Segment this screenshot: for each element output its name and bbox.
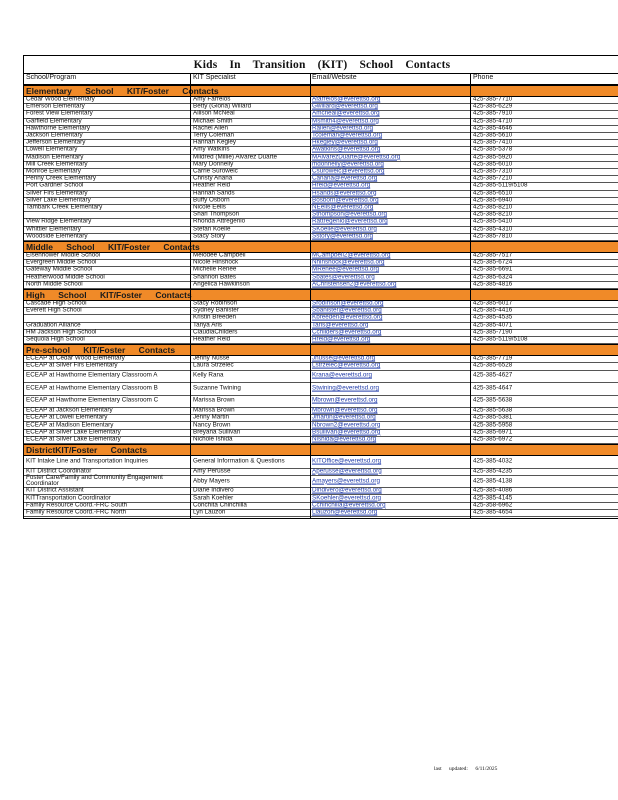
cell-school: Port Gardner School	[26, 182, 84, 190]
column-header-email: Email/Website	[312, 74, 357, 81]
cell-phone: 425-385-5958	[473, 421, 513, 429]
cell-email[interactable]: Bosborn@everettsd.org	[312, 196, 379, 204]
cell-specialist: Heather Reid	[193, 335, 231, 343]
cell-phone: 425-385-6691	[473, 266, 513, 274]
cell-specialist: Nichole Ishida	[193, 435, 233, 443]
cell-phone: 425-385-4086	[473, 486, 513, 494]
cell-phone: 425-385-7410	[473, 138, 513, 146]
cell-specialist: Suzanne Twining	[193, 384, 241, 392]
cell-email[interactable]: NEells@everettsd.org	[312, 203, 374, 211]
cell-email[interactable]: Csuroweic@everettsd.org	[312, 167, 385, 175]
cell-school: Cedar Wood Elementary	[26, 95, 95, 103]
cell-phone: 425-385-5119/5108	[473, 335, 528, 343]
cell-specialist: Betty (Gloria) Willard	[193, 102, 252, 110]
cell-email[interactable]: Nhinshock@everettsd.org	[312, 258, 385, 266]
cell-phone: 425-385-6324	[473, 273, 513, 281]
cell-phone: 425-385-4032	[473, 457, 513, 465]
cell-phone: 425-385-7910	[473, 110, 513, 118]
table-row	[24, 371, 618, 384]
cell-specialist: Heather Reid	[193, 182, 231, 190]
cell-email[interactable]: Msmith4@everettsd.org	[312, 117, 379, 125]
cell-phone: 425-385-4646	[473, 124, 513, 132]
cell-school: ECEAP at Silver Lake Elementary	[26, 428, 121, 436]
cell-phone: 425-385-6510	[473, 189, 513, 197]
cell-school: Foster Care/Family and Community Engagement Coordinator	[26, 473, 163, 488]
cell-school: Emerson Elementary	[26, 102, 85, 110]
cell-email[interactable]: MCampbell2@everettsd.org	[312, 251, 391, 259]
cell-phone: 425-385-7310	[473, 167, 513, 175]
cell-phone: 425-385-4535	[473, 314, 513, 322]
table-row	[24, 282, 618, 289]
cell-specialist: Mary Donnelly	[193, 160, 234, 168]
cell-phone: 425-385-6229	[473, 102, 513, 110]
table-row	[24, 437, 618, 444]
cell-specialist: Abby Mayers	[193, 477, 230, 485]
cell-school: ECEAP at Hawthorne Elementary Classroom B	[26, 384, 158, 392]
cell-phone: 425-385-4138	[473, 477, 513, 485]
cell-phone: 425-385-5410	[473, 218, 513, 226]
cell-email[interactable]: mdonnelly@everettsd.org	[312, 160, 384, 168]
cell-specialist: Kelly Rana	[193, 371, 224, 379]
cell-school: Everett High School	[26, 306, 82, 314]
cell-phone: 425-385-4310	[473, 225, 513, 233]
column-header-row	[24, 74, 618, 85]
cell-school: KIT Intake Line and Transportation Inquiries	[26, 457, 149, 465]
cell-email[interactable]: Sthompson@everettsd.org	[312, 210, 387, 218]
cell-specialist: Kristin Breeden	[193, 314, 237, 322]
cell-specialist: Shari Thompson	[193, 210, 240, 218]
cell-email[interactable]: Cchinchilla@everettsd.org	[312, 501, 386, 509]
cell-email[interactable]: Taris@everettsd.org	[312, 321, 369, 329]
cell-email[interactable]: Dindivero@everettsd.org	[312, 486, 382, 494]
cell-specialist: Tanya Aris	[193, 321, 223, 329]
cell-school: Jackson Elementary	[26, 131, 83, 139]
cell-email[interactable]: Stwining@everettsd.org	[312, 384, 379, 392]
cell-phone: 425-385-7810	[473, 232, 513, 240]
cell-specialist: Amy Perusse	[193, 467, 231, 475]
cell-email[interactable]: AChristensen2@everettsd.org	[312, 280, 397, 288]
cell-email[interactable]: Tcoleman@everettsd.org	[312, 131, 383, 139]
cell-specialist: Rachel Allen	[193, 124, 229, 132]
cell-school: Evergreen Middle School	[26, 258, 97, 266]
cell-email[interactable]: MRenee@everettsd.org	[312, 266, 379, 274]
cell-school: KIT District Assistant	[26, 486, 84, 494]
cell-email[interactable]: Cchilders@everettsd.org	[312, 328, 382, 336]
cell-phone: 425-385-5638	[473, 396, 513, 404]
cell-school: Graduation Alliance	[26, 321, 81, 329]
cell-phone: 425-385-4416	[473, 306, 513, 314]
cell-school: ECEAP at Jackson Elementary	[26, 406, 113, 414]
cell-school: HM Jackson High School	[26, 328, 97, 336]
cell-school: Heatherwood Middle School	[26, 273, 105, 281]
cell-email[interactable]: Gwillard@everettsd.org	[312, 102, 378, 110]
column-header-phone: Phone	[473, 74, 494, 81]
cell-school: ECEAP at Cedar Wood Elementary	[26, 354, 125, 362]
cell-school: Gateway Middle School	[26, 266, 93, 274]
cell-specialist: Sydney Banister	[193, 306, 239, 314]
cell-email[interactable]: Sbanister@everettsd.org	[312, 306, 382, 314]
cell-email[interactable]: Nbrown2@everettsd.org	[312, 421, 381, 429]
cell-specialist: Stefan Koelle	[193, 225, 231, 233]
cell-phone: 425-385-6972	[473, 435, 513, 443]
cell-specialist: Mildred (Millie) Alvarez Duarte	[193, 153, 277, 161]
cell-phone: 425-385-4235	[473, 467, 513, 475]
table-row	[24, 383, 618, 396]
cell-email[interactable]: Llauzon@everettsd.org	[312, 508, 378, 516]
cell-phone: 425-385-5119/5108	[473, 182, 528, 190]
cell-email[interactable]: Sstory@everettsd.org	[312, 232, 373, 240]
cell-email[interactable]: Mbrown@everettsd.org	[312, 406, 378, 414]
cell-email[interactable]: Jmartin@everettsd.org	[312, 413, 376, 421]
cell-email[interactable]: Afarrelos@everettsd.org	[312, 95, 381, 103]
cell-phone: 425-385-4647	[473, 384, 513, 392]
cell-email[interactable]: Amcneal@everettsd.org	[312, 110, 380, 118]
cell-specialist: Stacy Story	[193, 232, 226, 240]
cell-school: ECEAP at Hawthorne Elementary Classroom C	[26, 396, 159, 404]
cell-phone: 425-385-5920	[473, 153, 513, 161]
cell-specialist: ClaudiaChilders	[193, 328, 238, 336]
cell-email[interactable]: Awatkins@everettsd.org	[312, 146, 381, 154]
cell-email[interactable]: Rallen@everettsd.org	[312, 124, 373, 132]
cell-specialist: Rhonda Attregenio	[193, 218, 246, 226]
cell-school: Lowell Elementary	[26, 146, 78, 154]
cell-phone: 425-385-4816	[473, 280, 513, 288]
cell-specialist: Conchita Chinchilla	[193, 501, 247, 509]
cell-school: ECEAP at Lowell Elementary	[26, 413, 108, 421]
cell-school: KIT District Coordinator	[26, 467, 92, 475]
cell-phone: 425-385-4071	[473, 321, 513, 329]
cell-school: KITTransportation Coordinator	[26, 494, 111, 502]
cell-school: Penny Creek Elementary	[26, 174, 96, 182]
cell-school: ECEAP at Madison Elementary	[26, 421, 114, 429]
cell-email[interactable]: Bsullivan@everettsd.org	[312, 428, 381, 436]
cell-school: ECEAP at Hawthorne Elementary Classroom A	[26, 371, 158, 379]
cell-phone: 425-385-6940	[473, 196, 513, 204]
cell-phone: 425-358-6962	[473, 501, 513, 509]
cell-phone: 425-385-4710	[473, 117, 513, 125]
cell-email[interactable]: Jnusse@everettsd.org	[312, 354, 376, 362]
cell-email[interactable]: Nishida@everettsd.org	[312, 435, 377, 443]
cell-phone: 425-385-7710	[473, 95, 513, 103]
cell-school: ECEAP at Silver Lake Elementary	[26, 435, 121, 443]
cell-email[interactable]: Hsands@everettsd.org	[312, 189, 377, 197]
table-row	[24, 510, 618, 517]
table-row	[24, 234, 618, 241]
cell-school: Eisenhower Middle School	[26, 251, 101, 259]
cell-email[interactable]: Rattregenio@everettsd.org	[312, 218, 388, 226]
cell-phone: 425-385-5610	[473, 131, 513, 139]
cell-specialist: Sarah Koehler	[193, 494, 234, 502]
cell-specialist: Shannon Bates	[193, 273, 237, 281]
cell-school: Mill Creek Elementary	[26, 160, 88, 168]
cell-email[interactable]: Mbrown@everettsd.org	[312, 396, 378, 404]
section-header	[24, 444, 618, 456]
cell-specialist: Breyana Sullivan	[193, 428, 241, 436]
cell-email[interactable]: SKoelle@everettsd.org	[312, 225, 377, 233]
cell-specialist: Jenny Martin	[193, 413, 230, 421]
column-divider	[190, 74, 191, 518]
cell-specialist: Laura Strzelec	[193, 362, 234, 370]
cell-phone: 425-385-5381	[473, 413, 513, 421]
cell-email[interactable]: Canana@everettsd.org	[312, 174, 378, 182]
cell-school: Jefferson Elementary	[26, 138, 86, 146]
cell-email[interactable]: Lstrzelec@everettsd.org	[312, 362, 381, 370]
section-title: Middle School KIT/Foster Contacts	[26, 242, 200, 252]
cell-school: Silver Firs Elementary	[26, 189, 88, 197]
cell-specialist: Marissa Brown	[193, 396, 235, 404]
cell-school: Whittier Elementary	[26, 225, 81, 233]
cell-school: Tambark Creek Elementary	[26, 203, 103, 211]
cell-specialist: Carrie Suroweic	[193, 167, 238, 175]
document-title: Kids In Transition (KIT) School Contacts	[24, 56, 618, 74]
cell-school: Family Resource Coord.-FRC North	[26, 508, 127, 516]
cell-school: Silver Lake Elementary	[26, 196, 91, 204]
cell-specialist: Marissa Brown	[193, 406, 235, 414]
cell-phone: 425-385-6724	[473, 258, 513, 266]
table-row	[24, 363, 618, 370]
cell-phone: 425-385-7190	[473, 328, 513, 336]
cell-email[interactable]: Krana@everettsd.org	[312, 371, 372, 379]
cell-specialist: Nicole Eells	[193, 203, 226, 211]
cell-school: Woodside Elementary	[26, 232, 88, 240]
cell-email[interactable]: Hreid@everettsd.org	[312, 335, 371, 343]
cell-phone: 425-385-7719	[473, 354, 513, 362]
cell-phone: 425-385-6017	[473, 299, 513, 307]
cell-specialist: Lyn Lauzon	[193, 508, 226, 516]
cell-specialist: Christy Anana	[193, 174, 233, 182]
column-divider	[470, 74, 471, 518]
cell-specialist: Nicole Hinshock	[193, 258, 239, 266]
cell-phone: 425-385-4654	[473, 508, 513, 516]
cell-specialist: Amy Farrelos	[193, 95, 231, 103]
cell-phone: 425-385-8210	[473, 203, 513, 211]
cell-school: Family Resource Coord.-FRC South	[26, 501, 128, 509]
contacts-table	[23, 55, 618, 519]
cell-specialist: Stacy Robinson	[193, 299, 238, 307]
cell-email[interactable]: KITOffice@everettsd.org	[312, 457, 382, 465]
cell-specialist: Amy Watkins	[193, 146, 230, 154]
cell-email[interactable]: Kbreeden@everettsd.org	[312, 314, 383, 322]
cell-specialist: Terry Coleman	[193, 131, 234, 139]
column-header-specialist: KIT Specialist	[193, 74, 236, 81]
cell-phone: 425-385-8210	[473, 210, 513, 218]
cell-school: Hawthorne Elementary	[26, 124, 91, 132]
cell-email[interactable]: Hreid@everettsd.org	[312, 182, 371, 190]
last-updated-note: last updated: 6/11/2025	[434, 766, 498, 772]
cell-school: Monroe Elementary	[26, 167, 81, 175]
cell-specialist: Michelle Renee	[193, 266, 237, 274]
cell-school: Forest View Elementary	[26, 110, 93, 118]
cell-specialist: Buffy Osborn	[193, 196, 230, 204]
cell-email[interactable]: Hkegley@everettsd.org	[312, 138, 378, 146]
cell-email[interactable]: Amayers@everettsd.org	[312, 477, 380, 485]
cell-specialist: Hannah Kegley	[193, 138, 237, 146]
cell-school: North Middle School	[26, 280, 83, 288]
cell-specialist: Jenny Nusse	[193, 354, 230, 362]
cell-specialist: Diane Indivero	[193, 486, 234, 494]
cell-school: View Ridge Elementary	[26, 218, 92, 226]
column-header-school: School/Program	[26, 74, 77, 81]
cell-phone: 425-385-7517	[473, 251, 513, 259]
cell-phone: 425-385-5638	[473, 406, 513, 414]
table-row	[24, 337, 618, 344]
cell-specialist: Melodee Campbell	[193, 251, 246, 259]
cell-phone: 425-385-6010	[473, 160, 513, 168]
cell-school: Madison Elementary	[26, 153, 84, 161]
cell-school: Sequoia High School	[26, 335, 85, 343]
cell-email[interactable]: SKoehler@everettsd.org	[312, 494, 382, 502]
cell-specialist: Allison McNeal	[193, 110, 235, 118]
section-title: DistrictKIT/Foster Contacts	[26, 445, 148, 456]
cell-email[interactable]: Aperusse@everettsd.org	[312, 467, 382, 475]
cell-specialist: Michael Smith	[193, 117, 233, 125]
cell-specialist: Nancy Brown	[193, 421, 231, 429]
section-title: Pre-school KIT/Foster Contacts	[26, 345, 176, 356]
cell-specialist: General Information & Questions	[193, 457, 285, 465]
cell-phone: 425-385-5378	[473, 146, 513, 154]
cell-email[interactable]: Sbates@everettsd.org	[312, 273, 375, 281]
section-title: Elementary School KIT/Foster Contacts	[26, 86, 219, 96]
cell-phone: 425-385-4145	[473, 494, 513, 502]
cell-phone: 425-385-4627	[473, 371, 513, 379]
cell-school: Cascade High School	[26, 299, 87, 307]
section-title: High School KIT/Foster Contacts	[26, 290, 192, 300]
cell-phone: 425-385-7210	[473, 174, 513, 182]
cell-email[interactable]: MAlvarezDuarte@everettsd.org	[312, 153, 401, 161]
cell-phone: 425-385-6528	[473, 362, 513, 370]
cell-school: ECEAP at Silver Firs Elementary	[26, 362, 118, 370]
cell-specialist: Angelica Hawkinson	[193, 280, 250, 288]
column-divider	[310, 74, 311, 518]
cell-phone: 425-385-6971	[473, 428, 513, 436]
cell-specialist: Hannah Sands	[193, 189, 235, 197]
cell-school: Garfield Elementary	[26, 117, 82, 125]
cell-email[interactable]: Srobinson@everettsd.org	[312, 299, 384, 307]
